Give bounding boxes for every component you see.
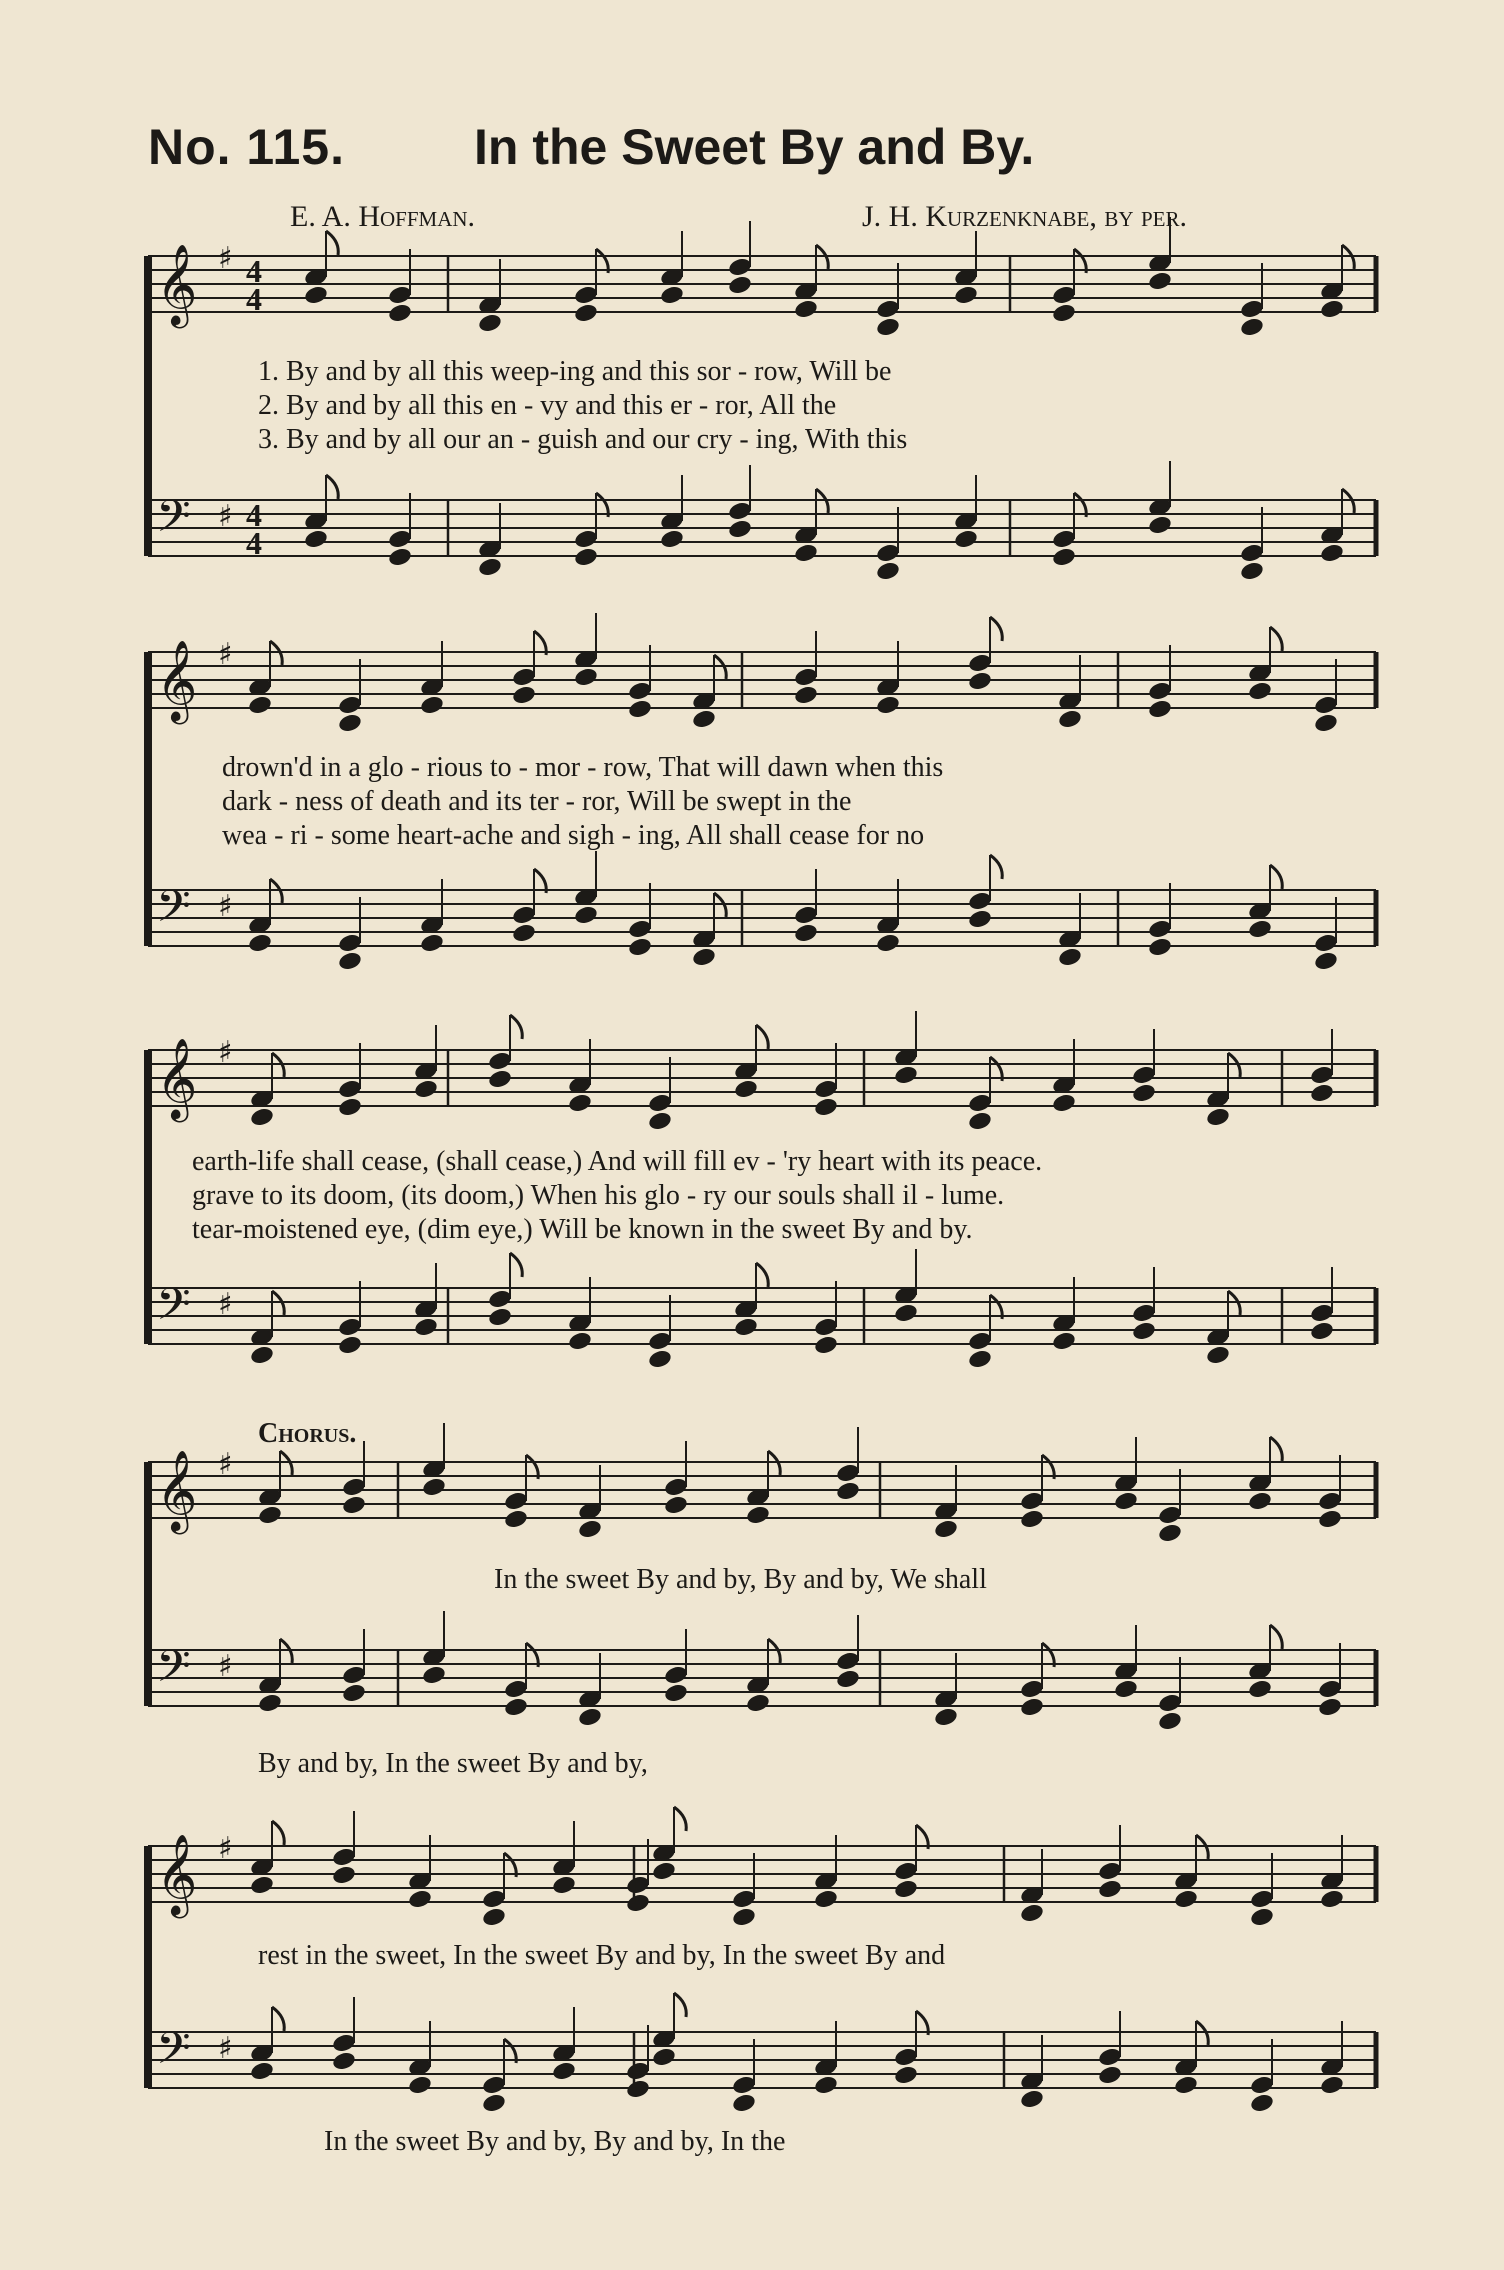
bass-clef-icon: 𝄢 bbox=[156, 1278, 191, 1341]
key-sharp-icon: ♯ bbox=[218, 499, 233, 534]
note-head bbox=[1317, 1696, 1343, 1718]
note-head bbox=[663, 1494, 689, 1516]
chorus-upper-lyric-1: In the sweet By and by, By and by, We shall bbox=[494, 1564, 987, 1595]
note-head bbox=[551, 1874, 577, 1896]
note-head bbox=[1313, 950, 1339, 972]
note-head bbox=[257, 1692, 283, 1714]
note-head bbox=[1131, 1320, 1157, 1342]
note-head bbox=[745, 1504, 771, 1526]
note-head bbox=[1173, 1888, 1199, 1910]
note-head bbox=[481, 1906, 507, 1928]
note-head bbox=[1249, 1906, 1275, 1928]
note-head bbox=[511, 684, 537, 706]
note-head bbox=[625, 1892, 651, 1914]
note-head bbox=[1317, 1508, 1343, 1530]
system-bracket bbox=[144, 1846, 152, 2088]
note-head bbox=[421, 1476, 447, 1498]
note-head bbox=[967, 908, 993, 930]
key-sharp-icon: ♯ bbox=[218, 1287, 233, 1322]
treble-clef-icon: 𝄞 bbox=[156, 243, 198, 325]
note-head bbox=[1157, 1522, 1183, 1544]
note-head bbox=[793, 684, 819, 706]
time-signature-digit: 4 bbox=[246, 497, 262, 533]
note-head bbox=[731, 1906, 757, 1928]
note-head bbox=[413, 1078, 439, 1100]
note-head bbox=[1239, 316, 1265, 338]
note-head bbox=[651, 2046, 677, 2068]
note-head bbox=[933, 1706, 959, 1728]
note-head bbox=[413, 1316, 439, 1338]
treble-clef-icon: 𝄞 bbox=[156, 1449, 198, 1531]
note-flag bbox=[990, 855, 1002, 879]
note-head bbox=[813, 1334, 839, 1356]
note-head bbox=[793, 298, 819, 320]
note-head bbox=[567, 1092, 593, 1114]
key-sharp-icon: ♯ bbox=[218, 1831, 233, 1866]
note-head bbox=[1051, 302, 1077, 324]
time-signature-digit: 4 bbox=[246, 281, 262, 317]
note-head bbox=[875, 560, 901, 582]
note-flag bbox=[326, 231, 338, 255]
key-sharp-icon: ♯ bbox=[218, 2031, 233, 2066]
note-head bbox=[577, 1518, 603, 1540]
note-head bbox=[487, 1306, 513, 1328]
time-signature-digit: 4 bbox=[246, 253, 262, 289]
chorus-label: Chorus. bbox=[258, 1418, 357, 1449]
note-head bbox=[407, 1888, 433, 1910]
note-head bbox=[551, 2060, 577, 2082]
note-head bbox=[663, 1682, 689, 1704]
note-head bbox=[731, 2092, 757, 2114]
note-head bbox=[477, 312, 503, 334]
note-head bbox=[625, 2078, 651, 2100]
note-flag bbox=[1270, 627, 1282, 651]
note-head bbox=[577, 1706, 603, 1728]
note-head bbox=[793, 542, 819, 564]
note-head bbox=[1247, 680, 1273, 702]
key-sharp-icon: ♯ bbox=[218, 637, 233, 672]
system2-verse1: drown'd in a glo - rious to - mor - row, That will dawn when this bbox=[222, 752, 944, 783]
note-head bbox=[651, 1860, 677, 1882]
note-head bbox=[337, 950, 363, 972]
note-head bbox=[835, 1480, 861, 1502]
note-head bbox=[627, 936, 653, 958]
lyricist-credit: E. A. Hoffman. bbox=[290, 200, 476, 233]
system3-verse1: earth-life shall cease, (shall cease,) And will fill ev - 'ry heart with its peace. bbox=[192, 1146, 1043, 1177]
bass-clef-icon: 𝄢 bbox=[156, 490, 191, 553]
note-head bbox=[875, 932, 901, 954]
note-head bbox=[1113, 1490, 1139, 1512]
note-head bbox=[303, 284, 329, 306]
note-head bbox=[875, 316, 901, 338]
note-head bbox=[1319, 2074, 1345, 2096]
note-head bbox=[733, 1078, 759, 1100]
note-head bbox=[745, 1692, 771, 1714]
note-head bbox=[893, 1064, 919, 1086]
note-head bbox=[1247, 918, 1273, 940]
note-head bbox=[1019, 2088, 1045, 2110]
note-head bbox=[1051, 546, 1077, 568]
note-flag bbox=[272, 2007, 284, 2031]
note-head bbox=[1319, 542, 1345, 564]
note-flag bbox=[674, 1807, 686, 1831]
note-head bbox=[341, 1494, 367, 1516]
system2-verse3: wea - ri - some heart-ache and sigh - ing, All shall cease for no bbox=[222, 820, 925, 851]
note-head bbox=[1205, 1344, 1231, 1366]
key-sharp-icon: ♯ bbox=[218, 1649, 233, 1684]
note-head bbox=[1147, 514, 1173, 536]
note-head bbox=[407, 2074, 433, 2096]
note-head bbox=[813, 2074, 839, 2096]
system-bracket bbox=[144, 1462, 152, 1706]
system-bracket bbox=[144, 652, 152, 946]
note-head bbox=[257, 1504, 283, 1526]
note-head bbox=[1131, 1082, 1157, 1104]
system1-verse1: 1. By and by all this weep-ing and this sor - row, Will be bbox=[258, 356, 892, 387]
note-head bbox=[659, 528, 685, 550]
system3-verse2: grave to its doom, (its doom,) When his glo - ry our souls shall il - lume. bbox=[192, 1180, 1005, 1211]
note-head bbox=[249, 1344, 275, 1366]
hymn-number: No. 115. bbox=[148, 119, 345, 175]
note-head bbox=[331, 1864, 357, 1886]
note-flag bbox=[272, 1821, 284, 1845]
note-head bbox=[647, 1348, 673, 1370]
note-head bbox=[691, 708, 717, 730]
note-head bbox=[1019, 1696, 1045, 1718]
note-head bbox=[573, 904, 599, 926]
note-head bbox=[1319, 1888, 1345, 1910]
note-head bbox=[1309, 1082, 1335, 1104]
note-head bbox=[727, 518, 753, 540]
note-head bbox=[1247, 1678, 1273, 1700]
note-head bbox=[1097, 1878, 1123, 1900]
key-sharp-icon: ♯ bbox=[218, 241, 233, 276]
note-head bbox=[1313, 712, 1339, 734]
key-sharp-icon: ♯ bbox=[218, 1035, 233, 1070]
chorus-lower-lyric-1: By and by, In the sweet By and by, bbox=[258, 1748, 648, 1779]
note-head bbox=[1173, 2074, 1199, 2096]
note-head bbox=[249, 2060, 275, 2082]
note-head bbox=[647, 1110, 673, 1132]
note-head bbox=[813, 1888, 839, 1910]
note-head bbox=[1249, 2092, 1275, 2114]
note-head bbox=[1057, 946, 1083, 968]
note-head bbox=[875, 694, 901, 716]
note-head bbox=[893, 1878, 919, 1900]
note-flag bbox=[1270, 1625, 1282, 1649]
note-head bbox=[1147, 270, 1173, 292]
note-head bbox=[341, 1682, 367, 1704]
note-head bbox=[1113, 1678, 1139, 1700]
note-head bbox=[793, 922, 819, 944]
note-head bbox=[1239, 560, 1265, 582]
note-head bbox=[503, 1696, 529, 1718]
system2-verse2: dark - ness of death and its ter - ror, Will be swept in the bbox=[222, 786, 852, 817]
note-head bbox=[573, 302, 599, 324]
note-head bbox=[573, 666, 599, 688]
note-head bbox=[419, 932, 445, 954]
note-flag bbox=[510, 1015, 522, 1039]
treble-clef-icon: 𝄞 bbox=[156, 1037, 198, 1119]
note-head bbox=[953, 284, 979, 306]
note-head bbox=[627, 698, 653, 720]
note-flag bbox=[1270, 865, 1282, 889]
note-head bbox=[1309, 1320, 1335, 1342]
note-head bbox=[1319, 298, 1345, 320]
bass-clef-icon: 𝄢 bbox=[156, 1640, 191, 1703]
note-flag bbox=[756, 1025, 768, 1049]
system1-verse3: 3. By and by all our an - guish and our cry - ing, With this bbox=[258, 424, 908, 455]
bass-clef-icon: 𝄢 bbox=[156, 880, 191, 943]
note-head bbox=[487, 1068, 513, 1090]
note-head bbox=[387, 546, 413, 568]
note-head bbox=[249, 1874, 275, 1896]
note-head bbox=[835, 1668, 861, 1690]
note-head bbox=[1019, 1508, 1045, 1530]
note-head bbox=[1157, 1710, 1183, 1732]
note-head bbox=[503, 1508, 529, 1530]
treble-clef-icon: 𝄞 bbox=[156, 639, 198, 721]
note-head bbox=[967, 1110, 993, 1132]
note-head bbox=[893, 2064, 919, 2086]
note-head bbox=[511, 922, 537, 944]
system-bracket bbox=[144, 256, 152, 556]
bass-clef-icon: 𝄢 bbox=[156, 2022, 191, 2085]
note-head bbox=[933, 1518, 959, 1540]
note-flag bbox=[326, 475, 338, 499]
note-head bbox=[1019, 1902, 1045, 1924]
note-head bbox=[1147, 936, 1173, 958]
note-head bbox=[967, 1348, 993, 1370]
note-flag bbox=[990, 617, 1002, 641]
note-head bbox=[1051, 1330, 1077, 1352]
note-head bbox=[421, 1664, 447, 1686]
note-head bbox=[247, 932, 273, 954]
hymn-title: In the Sweet By and By. bbox=[474, 119, 1035, 175]
note-head bbox=[733, 1316, 759, 1338]
note-head bbox=[893, 1302, 919, 1324]
note-head bbox=[1097, 2064, 1123, 2086]
note-head bbox=[1205, 1106, 1231, 1128]
note-head bbox=[249, 1106, 275, 1128]
treble-clef-icon: 𝄞 bbox=[156, 1833, 198, 1915]
composer-credit: J. H. Kurzenknabe, by per. bbox=[862, 200, 1188, 233]
time-signature-digit: 4 bbox=[246, 525, 262, 561]
note-head bbox=[419, 694, 445, 716]
note-head bbox=[387, 302, 413, 324]
note-head bbox=[337, 712, 363, 734]
system-bracket bbox=[144, 1050, 152, 1344]
note-head bbox=[953, 528, 979, 550]
note-head bbox=[303, 528, 329, 550]
system3-verse3: tear-moistened eye, (dim eye,) Will be known in the sweet By and by. bbox=[192, 1214, 973, 1245]
note-head bbox=[247, 694, 273, 716]
note-flag bbox=[510, 1253, 522, 1277]
note-head bbox=[337, 1334, 363, 1356]
note-flag bbox=[674, 1993, 686, 2017]
note-head bbox=[1051, 1092, 1077, 1114]
note-head bbox=[659, 284, 685, 306]
key-sharp-icon: ♯ bbox=[218, 1447, 233, 1482]
note-head bbox=[481, 2092, 507, 2114]
note-head bbox=[1147, 698, 1173, 720]
note-head bbox=[567, 1330, 593, 1352]
note-head bbox=[967, 670, 993, 692]
note-head bbox=[691, 946, 717, 968]
note-head bbox=[477, 556, 503, 578]
note-head bbox=[337, 1096, 363, 1118]
note-head bbox=[1247, 1490, 1273, 1512]
note-head bbox=[813, 1096, 839, 1118]
note-head bbox=[1057, 708, 1083, 730]
chorus-lower-lyric-2: In the sweet By and by, By and by, In the bbox=[324, 2126, 786, 2157]
key-sharp-icon: ♯ bbox=[218, 889, 233, 924]
note-head bbox=[727, 274, 753, 296]
note-head bbox=[573, 546, 599, 568]
note-flag bbox=[756, 1263, 768, 1287]
chorus-upper-lyric-2: rest in the sweet, In the sweet By and by, In the sweet By and bbox=[258, 1940, 946, 1971]
note-head bbox=[331, 2050, 357, 2072]
note-flag bbox=[1270, 1437, 1282, 1461]
system1-verse2: 2. By and by all this en - vy and this er - ror, All the bbox=[258, 390, 837, 421]
